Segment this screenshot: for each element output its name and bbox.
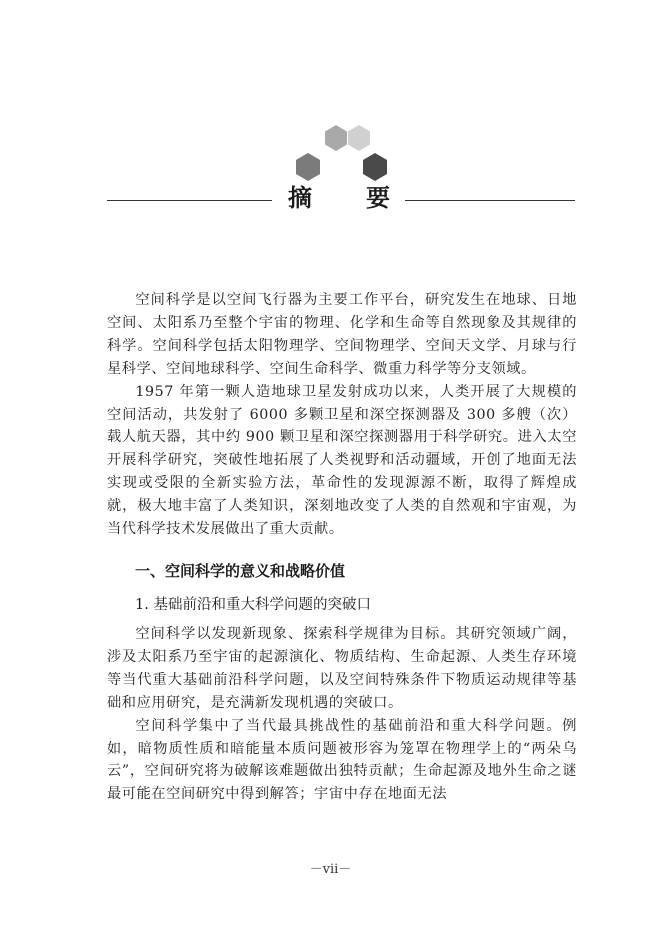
paragraph-section-2: 空间科学集中了当代最具挑战性的基础前沿和重大科学问题。例如，暗物质性质和暗能量本质问题被形容为笼罩在物理学上的“两朵乌云”，空间研究将为破解该难题做出独特贡献；生命起源及地外生命之谜最可能在空间研究中得到解答；宇宙中存在地面无法 [107,717,577,803]
header-ornament [0,0,661,230]
page-number: －vii－ [309,862,352,877]
paragraph-intro-2: 1957 年第一颗人造地球卫星发射成功以来，人类开展了大规模的空间活动，共发射了 6000 多颗卫星和深空探测器及 300 多艘（次）载人航天器，其中约 900 颗卫星和深空探测器用于科学研究。进入太空开展科学研究，突破性地拓展了人类视野和活动疆域，开创了地面无法实现或受限的全新实验方法，革命性的发现源源不断，取得了辉煌成就，极大地丰富了人类知识，深刻地改变了人类的自然观和宇宙观，为当代科学技术发展做出了重大贡献。 [107,383,577,538]
sub-heading: 1. 基础前沿和重大科学问题的突破口 [135,596,371,613]
hexagon-top-right-icon [348,125,370,151]
paragraph-section-1: 空间科学以发现新现象、探索科学规律为目标。其研究领域广阔，涉及太阳系乃至宇宙的起源演化、物质结构、生命起源、人类生存环境等当代重大基础前沿科学问题，以及空间特殊条件下物质运动规律等基础和应用研究，是充满新发现机遇的突破口。 [107,625,577,711]
hexagon-bottom-left-icon [296,153,320,181]
page-title-char-1: 摘 [288,184,312,212]
hexagon-top-left-icon [325,125,347,151]
body-content [107,289,577,806]
paragraph-intro-1: 空间科学是以空间飞行器为主要工作平台，研究发生在地球、日地空间、太阳系乃至整个宇宙的物理、化学和生命等自然现象及其规律的科学。空间科学包括太阳物理学、空间物理学、空间天文学、月球与行星科学、空间地球科学、空间生命科学、微重力科学等分支领域。 [107,292,577,377]
title-rule-left [107,200,272,201]
hexagon-bottom-right-icon [363,153,387,181]
section-heading: 一、空间科学的意义和战略价值 [135,561,346,580]
page-title-char-2: 要 [366,184,390,212]
title-rule-right [405,200,575,201]
